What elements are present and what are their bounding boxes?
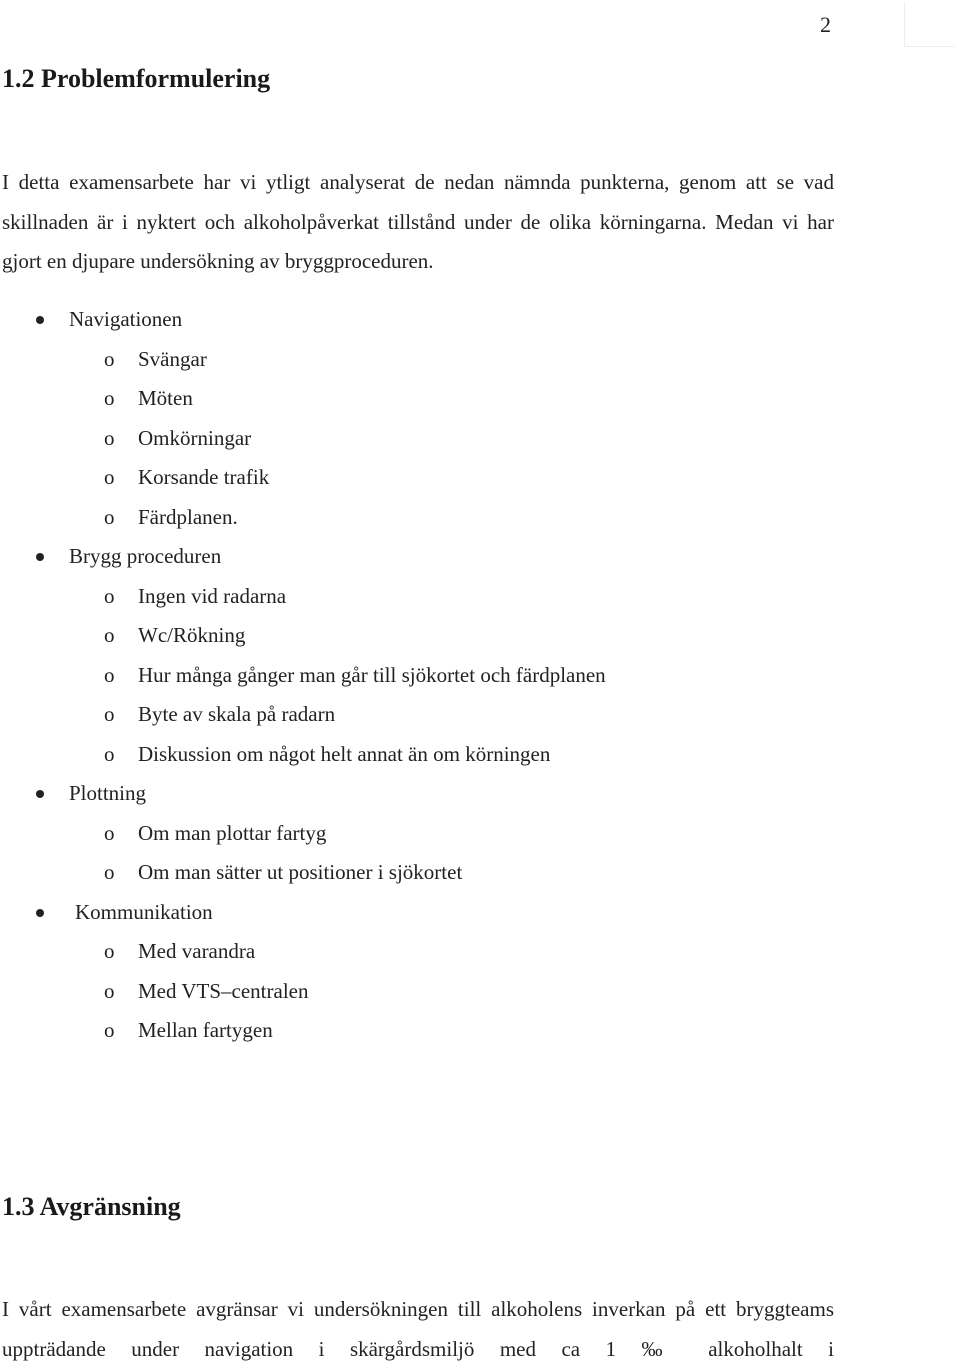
list-group-label: Kommunikation [75,899,213,924]
list-subitem [0,498,960,538]
list-subitem [0,340,960,380]
section-heading-problemformulering: 1.2 Problemformulering [2,64,271,93]
list-subitem [0,379,960,419]
sub-bullet-icon: o [104,662,115,687]
list-subitem-label: Wc/Rökning [138,623,246,647]
list-subitem [0,1011,960,1051]
list-group-navigationen [0,300,960,340]
sub-bullet-icon: o [104,741,115,766]
sub-bullet-icon: o [104,702,115,726]
sub-bullet-icon: o [104,346,115,371]
list-group-label: Navigationen [69,307,183,331]
bullet-icon [36,909,44,917]
list-subitem [0,458,960,498]
list-subitem-label: Svängar [138,346,207,371]
list-group-label: Brygg proceduren [69,544,222,568]
problem-paragraph: I detta examensarbete har vi ytligt analyserat de nedan nämnda punkterna, genom att se vad skillnaden är i nyktert och alkoholpåverkat tillstånd under de olika körningarna. Medan vi har gjort en djupare undersökning av bryggproceduren. [2,170,834,273]
page-number: 2 [820,12,831,37]
sub-bullet-icon: o [104,623,115,647]
sub-bullet-icon: o [104,978,115,1003]
sub-bullet-icon: o [104,465,115,489]
list-subitem [0,419,960,459]
sub-bullet-icon: o [104,386,115,410]
sub-bullet-icon: o [104,425,115,450]
sub-bullet-icon: o [104,860,115,884]
list-subitem-label: Mellan fartygen [138,1018,273,1042]
sub-bullet-icon: o [104,583,115,608]
list-subitem [0,932,960,972]
list-group-brygg-proceduren [0,537,960,577]
list-subitem-label: Byte av skala på radarn [138,702,336,726]
list-subitem-label: Omkörningar [138,425,252,450]
list-subitem [0,656,960,696]
list-subitem [0,853,960,893]
list-subitem-label: Färdplanen. [138,504,238,529]
list-subitem-label: Diskussion om något helt annat än om körningen [138,741,551,766]
list-subitem [0,814,960,854]
list-subitem [0,577,960,617]
bullet-icon [36,553,44,561]
topic-list [0,300,960,1051]
list-subitem-label: Korsande trafik [138,465,270,489]
section-heading-avgransning: 1.3 Avgränsning [2,1192,181,1221]
sub-bullet-icon: o [104,1018,115,1042]
list-subitem-label: Med VTS–centralen [138,978,309,1003]
list-subitem-label: Ingen vid radarna [138,583,287,608]
sub-bullet-icon: o [104,504,115,529]
bullet-icon [36,790,44,798]
sub-bullet-icon: o [104,939,115,963]
list-subitem [0,616,960,656]
list-subitem-label: Hur många gånger man går till sjökortet och färdplanen [138,662,606,687]
list-subitem-label: Om man sätter ut positioner i sjökortet [138,860,463,884]
corner-mark [904,2,955,47]
list-subitem [0,695,960,735]
list-subitem [0,972,960,1012]
list-subitem-label: Möten [138,386,193,410]
list-subitem [0,735,960,775]
list-group-plottning [0,774,960,814]
list-group-label: Plottning [69,781,147,805]
limitation-paragraph: I vårt examensarbete avgränsar vi undersökningen till alkoholens inverkan på ett bryggteams uppträdande under navigation i skärgårdsmiljö med ca 1 ‰ alkoholhalt i [2,1297,834,1361]
list-subitem-label: Med varandra [138,939,256,963]
list-subitem-label: Om man plottar fartyg [138,820,327,845]
sub-bullet-icon: o [104,820,115,845]
bullet-icon [36,316,44,324]
list-group-kommunikation [0,893,960,933]
